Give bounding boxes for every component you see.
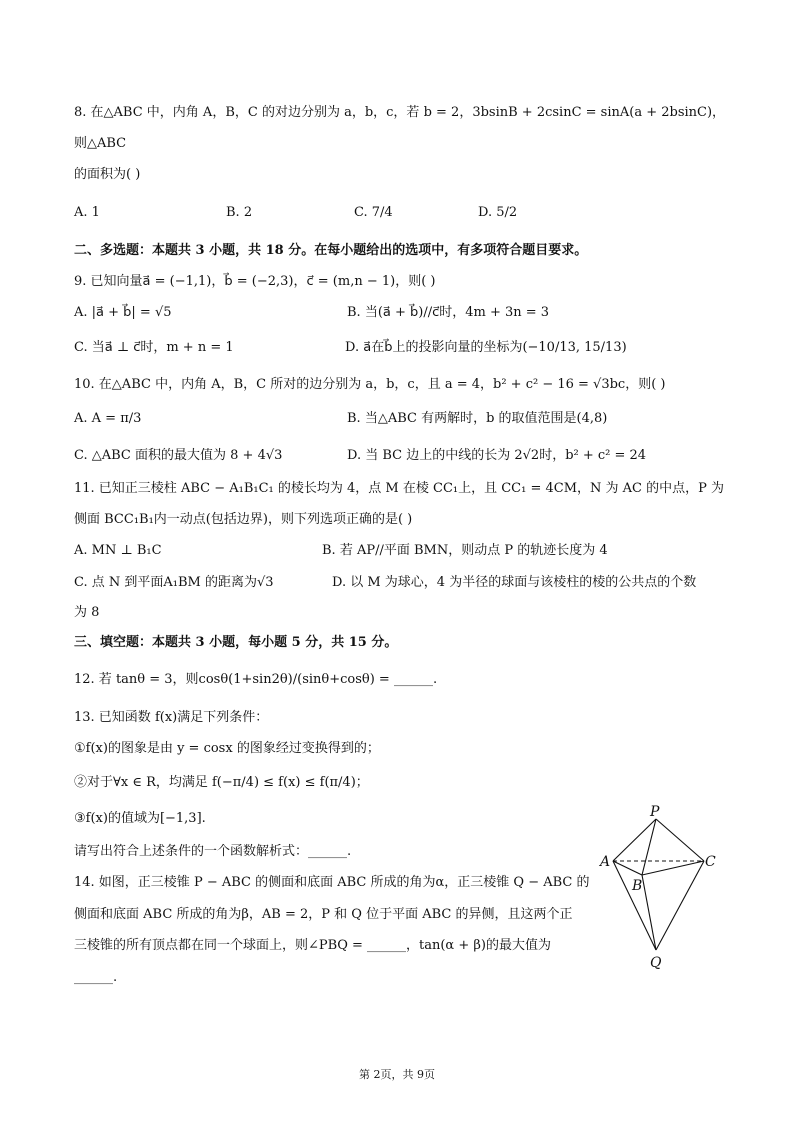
- edge-pc: [656, 819, 704, 861]
- q8-option-d: D. 5/2: [478, 205, 518, 220]
- q9-option-c: C. 当a⃗ ⊥ c⃗时，m + n = 1: [74, 340, 234, 355]
- label-p: P: [650, 804, 660, 820]
- q9-option-d: D. a⃗在b⃗上的投影向量的坐标为(−10/13, 15/13): [345, 340, 627, 355]
- q13-condition-1: ①f(x)的图象是由 y = cosx 的图象经过变换得到的；: [74, 741, 380, 756]
- q14-line3: 三棱锥的所有顶点都在同一个球面上，则∠PBQ = ______，tan(α + β)的最大值为: [74, 938, 551, 953]
- edge-qc: [656, 861, 704, 950]
- label-b: B: [632, 878, 643, 894]
- q11-line1: 11. 已知正三棱柱 ABC − A₁B₁C₁ 的棱长均为 4，点 M 在棱 CC₁上，且 CC₁ = 4CM，N 为 AC 的中点，P 为: [74, 481, 725, 496]
- q10-option-a: A. A = π/3: [74, 411, 142, 426]
- q10-option-d: D. 当 BC 边上的中线的长为 2√2时，b² + c² = 24: [347, 448, 647, 463]
- q11-line-end: 为 8: [74, 605, 100, 620]
- q9-option-b: B. 当(a⃗ + b⃗)//c⃗时，4m + 3n = 3: [347, 305, 550, 320]
- q13-stem: 13. 已知函数 f(x)满足下列条件：: [74, 710, 269, 725]
- edge-qa: [613, 861, 656, 950]
- q9-option-a: A. |a⃗ + b⃗| = √5: [74, 305, 172, 320]
- q10-stem: 10. 在△ABC 中，内角 A，B，C 所对的边分别为 a，b，c，且 a = 4，b² + c² − 16 = √3bc，则( ): [74, 377, 666, 392]
- label-a: A: [600, 854, 611, 870]
- q14-line1: 14. 如图，正三棱锥 P − ABC 的侧面和底面 ABC 所成的角为α，正三棱锥 Q − ABC 的: [74, 875, 590, 890]
- section-2-heading: 二、多选题：本题共 3 小题，共 18 分。在每小题给出的选项中，有多项符合题目要求。: [74, 243, 588, 258]
- q8-line2: 则△ABC: [74, 136, 127, 151]
- edge-bc: [642, 861, 704, 875]
- edge-pa: [613, 819, 656, 861]
- q9-stem: 9. 已知向量a⃗ = (−1,1)，b⃗ = (−2,3)，c⃗ = (m,n − 1)，则( ): [74, 274, 436, 289]
- q8-option-a: A. 1: [74, 205, 100, 220]
- q8-option-b: B. 2: [226, 205, 253, 220]
- q14-line2: 侧面和底面 ABC 所成的角为β，AB = 2，P 和 Q 位于平面 ABC 的异侧，且这两个正: [74, 907, 573, 922]
- edge-qb: [642, 875, 656, 950]
- q12-text: 12. 若 tanθ = 3，则cosθ(1+sin2θ)/(sinθ+cosθ) = ______.: [74, 672, 438, 687]
- q11-line2: 侧面 BCC₁B₁内一动点(包括边界)，则下列选项正确的是( ): [74, 512, 413, 527]
- q8-line3: 的面积为( ): [74, 167, 141, 182]
- label-q: Q: [650, 955, 662, 971]
- label-c: C: [705, 854, 716, 870]
- q8-line1: 8. 在△ABC 中，内角 A，B，C 的对边分别为 a，b，c，若 b = 2，3bsinB + 2csinC = sinA(a + 2bsinC)，: [74, 105, 726, 120]
- q13-condition-2: ②对于∀x ∈ R，均满足 f(−π/4) ≤ f(x) ≤ f(π/4)；: [74, 775, 369, 790]
- q11-option-c: C. 点 N 到平面A₁BM 的距离为√3: [74, 575, 274, 590]
- q10-option-b: B. 当△ABC 有两解时，b 的取值范围是(4,8): [347, 411, 608, 426]
- section-3-heading: 三、填空题：本题共 3 小题，每小题 5 分，共 15 分。: [74, 635, 398, 650]
- q13-condition-3: ③f(x)的值域为[−1,3].: [74, 811, 206, 826]
- edge-ab: [613, 861, 642, 875]
- q10-option-c: C. △ABC 面积的最大值为 8 + 4√3: [74, 448, 283, 463]
- q8-option-c: C. 7/4: [354, 205, 393, 220]
- q11-option-a: A. MN ⊥ B₁C: [74, 543, 162, 558]
- q11-option-b: B. 若 AP//平面 BMN，则动点 P 的轨迹长度为 4: [322, 543, 608, 558]
- q13-ask: 请写出符合上述条件的一个函数解析式：______.: [74, 844, 352, 859]
- edge-pb: [642, 819, 656, 875]
- q11-option-d: D. 以 M 为球心，4 为半径的球面与该棱柱的棱的公共点的个数: [332, 575, 697, 590]
- pyramid-figure: [598, 800, 728, 975]
- page-footer: 第 2页，共 9页: [359, 1068, 435, 1081]
- q14-line4: ______.: [74, 970, 118, 985]
